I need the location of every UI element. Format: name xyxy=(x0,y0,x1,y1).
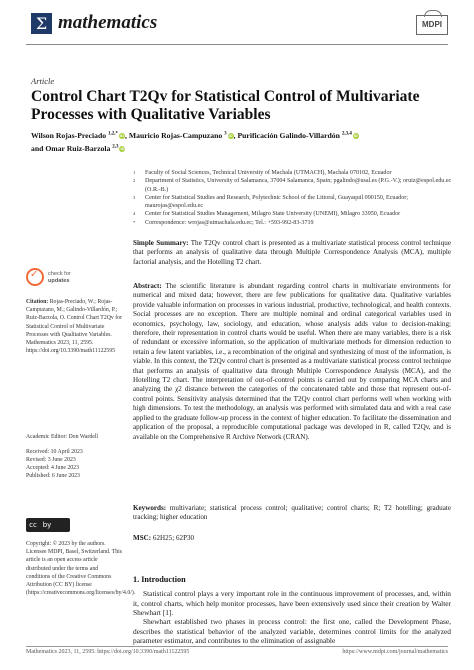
affiliation-number: 2 xyxy=(133,178,136,184)
intro-paragraph-2: Shewhart established two phases in process control: the first one, called the Development Phase, describes the statistical behavior of the analyzed variable, determines control limits for the analyzed parameter estimator, and contributes to the elimination of assignable xyxy=(133,617,451,645)
affiliation-number: 1 xyxy=(133,170,136,175)
journal-logo: Σ xyxy=(31,13,52,34)
affiliation-number: 3 xyxy=(133,194,136,200)
author-name: Purificación Galindo-Villardón xyxy=(237,130,340,140)
affiliation xyxy=(133,210,453,218)
simple-summary xyxy=(133,239,451,267)
author-name: Wilson Rojas-Preciado xyxy=(31,130,107,140)
author-name: Omar Ruiz-Barzola xyxy=(45,143,111,153)
keywords xyxy=(133,504,451,523)
simple-summary-text: The T2Qv control chart is presented as a multivariate statistical process control technique that performs an analysis of qualitative data through Multiple Correspondence Analysis (MCA), multiple factorial analysis, and the Hotelling T2 chart. xyxy=(133,239,452,266)
msc xyxy=(133,534,451,543)
simple-summary-label: Simple Summary: xyxy=(133,239,189,247)
affiliation xyxy=(133,194,453,211)
citation-label: Citation: xyxy=(26,299,49,305)
academic-editor: Academic Editor: Don Wardell xyxy=(26,434,99,440)
affiliation-number: * xyxy=(133,219,136,225)
msc-text: 62H25; 62P30 xyxy=(152,534,195,542)
date-revised: Revised: 3 June 2023 xyxy=(26,457,76,463)
copyright-block: Copyright: © 2023 by the authors. Licensee MDPI, Basel, Switzerland. This article is an open access article distributed under the terms and conditions of the Creative Commons Attribution (CC BY) license (https://creativecommons.org/licenses/by/4.0/). xyxy=(26,541,136,597)
abstract xyxy=(133,282,451,442)
orcid-icon[interactable]: iD xyxy=(228,132,233,138)
journal-name: mathematics xyxy=(58,12,158,33)
citation-text: Rojas-Preciado, W.; Rojas-Campuzano, M.; Galindo-Villardón, P.; Ruiz-Barzola, O. Control Chart T2Qv for Statistical Control of Multivariate Processes with Qualitative Variables. Mathematics 2023, 11, 2595. https://doi.org/10.3390/math11122595 xyxy=(26,299,123,355)
author-sup: 2,3,4 xyxy=(341,131,352,136)
affiliation xyxy=(133,169,453,177)
affiliation-text: Center for Statistical Studies Management, Milagro State University (UNEMI), Milagro 33950, Ecuador xyxy=(145,211,401,218)
check-for-updates-button[interactable] xyxy=(26,268,96,290)
affiliation-text: Correspondence: wrojas@utmachala.edu.ec; Tel.: +593-992-83-3719 xyxy=(145,219,314,226)
abstract-label: Abstract: xyxy=(133,282,162,290)
header-divider xyxy=(26,44,448,45)
article-type: Article xyxy=(31,76,55,86)
orcid-icon[interactable]: iD xyxy=(353,132,358,138)
author[interactable]: Wilson Rojas-Preciado $^{1,2,*}$ iD, xyxy=(31,130,127,140)
by-icon: by xyxy=(42,521,52,529)
msc-label: MSC: xyxy=(133,534,152,542)
cc-license-badge[interactable] xyxy=(26,518,70,532)
cc-icon: cc xyxy=(29,521,37,529)
author-sup: 3 xyxy=(224,131,227,136)
affiliation xyxy=(133,219,453,227)
check-updates-text xyxy=(48,271,71,284)
keywords-label: Keywords: xyxy=(133,504,167,512)
article-title: Control Chart T2Qv for Statistical Control of Multivariate Processes with Qualitative Variables xyxy=(31,88,420,123)
date-published: Published: 6 June 2023 xyxy=(26,473,80,479)
affiliation-text: Faculty of Social Sciences, Technical University of Machala (UTMACH), Machala 070102, Ecuador xyxy=(145,170,392,176)
affiliation-number: 4 xyxy=(133,211,136,217)
section-heading: 1. Introduction xyxy=(133,575,186,584)
author-list xyxy=(31,128,451,154)
footer-divider xyxy=(26,646,448,647)
affiliation xyxy=(133,177,453,194)
check-updates-line1: check for xyxy=(48,271,71,277)
affiliations xyxy=(133,169,453,227)
publisher-name: MDPI xyxy=(422,20,442,29)
date-accepted: Accepted: 4 June 2023 xyxy=(26,465,79,471)
keywords-text: multivariate; statistical process control; qualitative; control charts; R; T2 hotelling; graduate tracking; higher education xyxy=(133,504,451,522)
affiliation-text: Center for Statistical Studies and Research, Polytechnic School of the Littoral, Guayaquil 090150, Ecuador; maurojas@espol.edu.ec xyxy=(145,194,408,210)
abstract-text: The scientific literature is abundant regarding control charts in multivariate environments for numerical and mixed data; however, there are few publications for qualitative data. Qualitative variables provide valuable information on processes in various industrial, productive, technological, and health contexts. Social processes are no exception. There are multiple nominal and ordinal categorical variables used in economics, psychology, law, sociology, and education, whose analysis adds value to decision-making; therefore, their representation in control charts would be useful. When there are many variables, there is a risk of redundant or excessive information, so the application of multivariate methods for dimension reduction to retain a few latent variables, i.e., a recombination of the original and synthesizing of most of the information, is viable. In this context, the T2Qv control chart is presented as a multivariate statistical process control technique that performs an analysis of qualitative data through Multiple Correspondence Analysis (MCA), and the Hotelling T2 chart. The interpretation of out-of-control points is carried out by comparing MCA charts and analyzing the χ2 distance between the categories of the concatenated table and those that represent out-of-control points. Sensitivity analysis determined that the T2Qv control chart performs well when working with high dimensions. To test the methodology, an analysis was performed with simulated data and with a real case applied to the graduate follow-up process in the context of higher education. To facilitate the dissemination and application of the proposal, a reproducible computational package was developed in R, called T2Qv, and is available on the Comprehensive R Archive Network (CRAN). xyxy=(133,282,451,441)
intro-paragraph-1: Statistical control plays a very important role in the continuous improvement of processes, and, within it, control charts, which help monitor processes, have been extensively used since their creation by Walter Shewhart [1]. xyxy=(133,589,451,617)
author[interactable] xyxy=(237,131,358,140)
date-received: Received: 10 April 2023 xyxy=(26,449,83,455)
citation-block xyxy=(26,298,122,355)
author[interactable]: and Omar Ruiz-Barzola $^{2,3}$ iD xyxy=(31,143,125,153)
footer-citation[interactable]: Mathematics 2023, 11, 2595. https://doi.org/10.3390/math11122595 xyxy=(26,649,190,655)
affiliation-text: Department of Statistics, University of Salamanca, 37004 Salamanca, Spain; pgalindo@usal.es (P.G.-V.); oruiz@espol.edu.ec (O.R.-B.) xyxy=(145,178,452,193)
author[interactable]: Mauricio Rojas-Campuzano $^3$ iD, xyxy=(128,130,236,140)
publisher-logo-arc xyxy=(424,10,442,17)
orcid-icon[interactable]: iD xyxy=(120,145,125,151)
checkmark-icon: ✓ xyxy=(30,269,39,280)
author-sup: 1,2,* xyxy=(108,131,119,136)
author-name: Mauricio Rojas-Campuzano xyxy=(128,130,223,140)
footer-journal-link[interactable]: https://www.mdpi.com/journal/mathematics xyxy=(342,649,448,655)
author-sup: 2,3 xyxy=(112,144,119,150)
check-updates-line2: updates xyxy=(48,277,70,284)
publisher-logo xyxy=(416,15,448,35)
orcid-icon[interactable]: iD xyxy=(120,132,125,138)
